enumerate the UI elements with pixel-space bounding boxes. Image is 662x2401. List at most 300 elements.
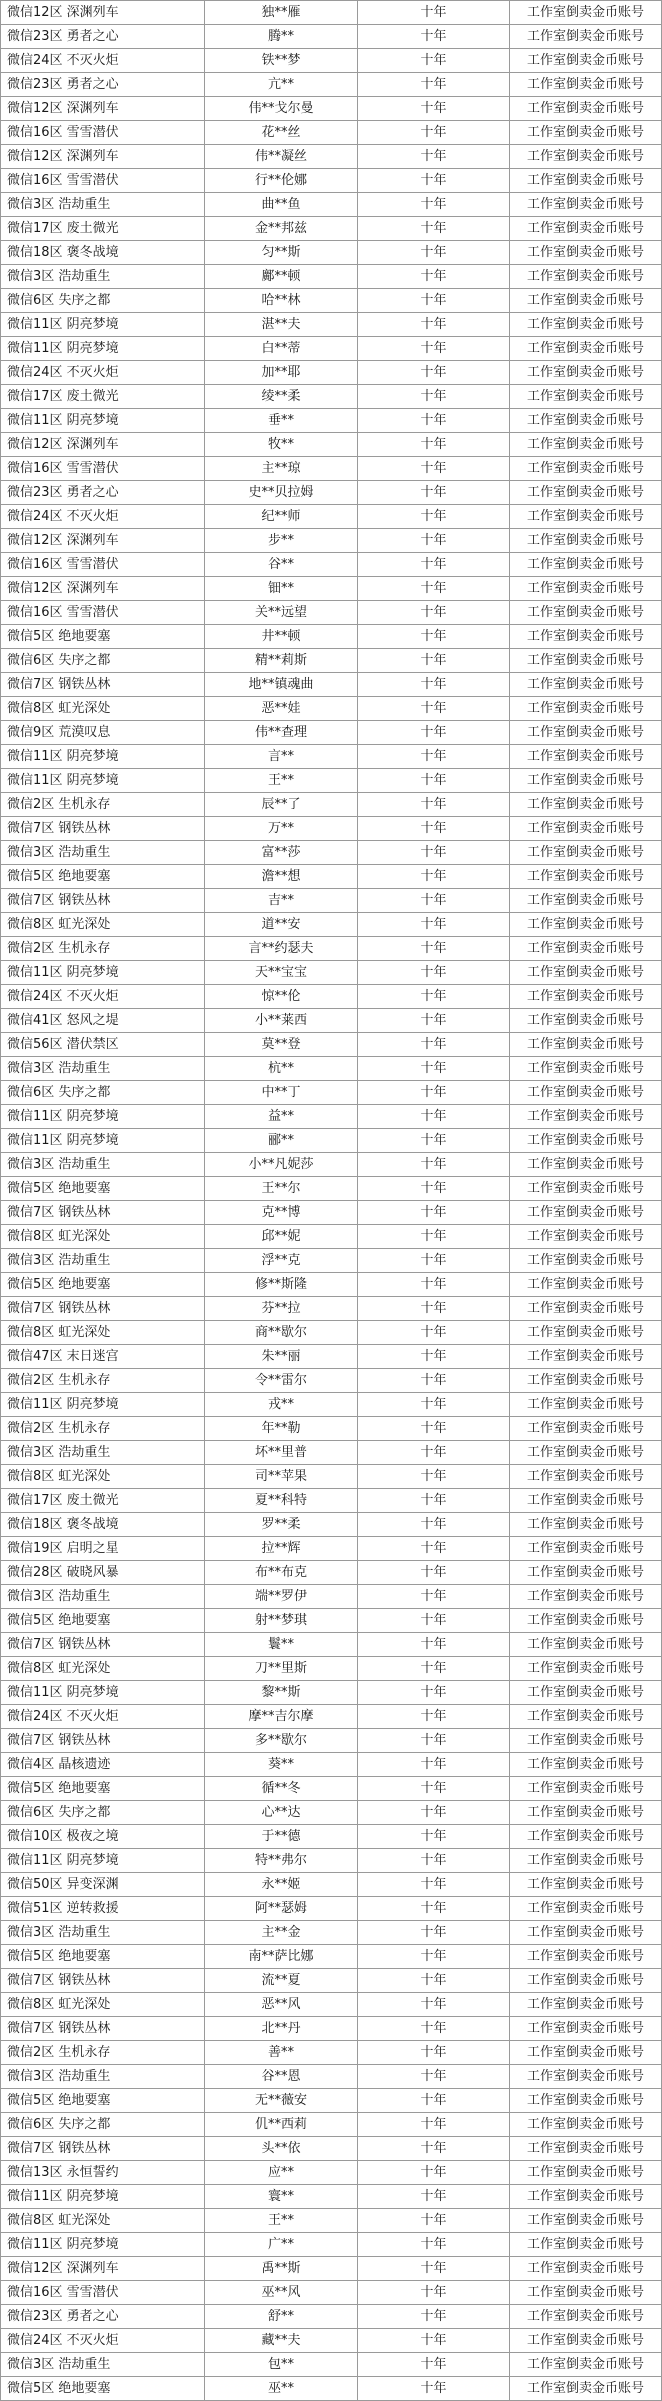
- duration-cell: 十年: [358, 1609, 510, 1633]
- reason-cell: 工作室倒卖金币账号: [510, 1537, 662, 1561]
- server-cell: 微信11区 阴亮梦境: [1, 1681, 205, 1705]
- table-row: [1, 649, 662, 673]
- server-cell: 微信3区 浩劫重生: [1, 1057, 205, 1081]
- player-name-cell: 杭**: [205, 1057, 358, 1081]
- reason-cell: 工作室倒卖金币账号: [510, 1513, 662, 1537]
- duration-cell: 十年: [358, 1177, 510, 1201]
- server-cell: 微信3区 浩劫重生: [1, 1585, 205, 1609]
- reason-cell: 工作室倒卖金币账号: [510, 577, 662, 601]
- server-cell: 微信7区 钢铁丛林: [1, 673, 205, 697]
- table-row: [1, 529, 662, 553]
- reason-cell: 工作室倒卖金币账号: [510, 481, 662, 505]
- reason-cell: 工作室倒卖金币账号: [510, 2185, 662, 2209]
- server-cell: 微信6区 失序之都: [1, 649, 205, 673]
- server-cell: 微信12区 深渊列车: [1, 97, 205, 121]
- duration-cell: 十年: [358, 25, 510, 49]
- reason-cell: 工作室倒卖金币账号: [510, 265, 662, 289]
- player-name-cell: 白**蒂: [205, 337, 358, 361]
- duration-cell: 十年: [358, 1969, 510, 1993]
- duration-cell: 十年: [358, 985, 510, 1009]
- player-name-cell: 纪**师: [205, 505, 358, 529]
- table-row: [1, 745, 662, 769]
- player-name-cell: 中**丁: [205, 1081, 358, 1105]
- reason-cell: 工作室倒卖金币账号: [510, 1825, 662, 1849]
- table-row: [1, 625, 662, 649]
- reason-cell: 工作室倒卖金币账号: [510, 529, 662, 553]
- server-cell: 微信8区 虹光深处: [1, 913, 205, 937]
- table-row: [1, 241, 662, 265]
- player-name-cell: 莫**登: [205, 1033, 358, 1057]
- player-name-cell: 伟**查理: [205, 721, 358, 745]
- table-row: [1, 289, 662, 313]
- reason-cell: 工作室倒卖金币账号: [510, 1585, 662, 1609]
- reason-cell: 工作室倒卖金币账号: [510, 337, 662, 361]
- reason-cell: 工作室倒卖金币账号: [510, 1393, 662, 1417]
- duration-cell: 十年: [358, 2065, 510, 2089]
- player-name-cell: 鄺**顿: [205, 265, 358, 289]
- server-cell: 微信24区 不灭火炬: [1, 985, 205, 1009]
- server-cell: 微信7区 钢铁丛林: [1, 1729, 205, 1753]
- reason-cell: 工作室倒卖金币账号: [510, 2065, 662, 2089]
- table-row: [1, 2281, 662, 2305]
- player-name-cell: 朱**丽: [205, 1345, 358, 1369]
- player-name-cell: 罗**柔: [205, 1513, 358, 1537]
- player-name-cell: 令**雷尔: [205, 1369, 358, 1393]
- duration-cell: 十年: [358, 1201, 510, 1225]
- reason-cell: 工作室倒卖金币账号: [510, 1753, 662, 1777]
- reason-cell: 工作室倒卖金币账号: [510, 601, 662, 625]
- table-row: [1, 1321, 662, 1345]
- player-name-cell: 金**邦兹: [205, 217, 358, 241]
- server-cell: 微信8区 虹光深处: [1, 2209, 205, 2233]
- reason-cell: 工作室倒卖金币账号: [510, 1081, 662, 1105]
- player-name-cell: 亢**: [205, 73, 358, 97]
- duration-cell: 十年: [358, 1129, 510, 1153]
- server-cell: 微信7区 钢铁丛林: [1, 2017, 205, 2041]
- player-name-cell: 布**布克: [205, 1561, 358, 1585]
- player-name-cell: 独**雁: [205, 1, 358, 25]
- table-row: [1, 1561, 662, 1585]
- table-row: [1, 1465, 662, 1489]
- reason-cell: 工作室倒卖金币账号: [510, 385, 662, 409]
- server-cell: 微信5区 绝地要塞: [1, 1945, 205, 1969]
- table-row: [1, 1681, 662, 1705]
- reason-cell: 工作室倒卖金币账号: [510, 193, 662, 217]
- duration-cell: 十年: [358, 1345, 510, 1369]
- reason-cell: 工作室倒卖金币账号: [510, 1969, 662, 1993]
- duration-cell: 十年: [358, 289, 510, 313]
- player-name-cell: 王**: [205, 769, 358, 793]
- player-name-cell: 垂**: [205, 409, 358, 433]
- server-cell: 微信7区 钢铁丛林: [1, 1633, 205, 1657]
- table-row: [1, 1993, 662, 2017]
- duration-cell: 十年: [358, 217, 510, 241]
- player-name-cell: 修**斯隆: [205, 1273, 358, 1297]
- table-row: [1, 2353, 662, 2377]
- server-cell: 微信23区 勇者之心: [1, 73, 205, 97]
- server-cell: 微信4区 晶核遗迹: [1, 1753, 205, 1777]
- reason-cell: 工作室倒卖金币账号: [510, 2233, 662, 2257]
- server-cell: 微信12区 深渊列车: [1, 577, 205, 601]
- player-name-cell: 辰**了: [205, 793, 358, 817]
- reason-cell: 工作室倒卖金币账号: [510, 1153, 662, 1177]
- reason-cell: 工作室倒卖金币账号: [510, 1609, 662, 1633]
- server-cell: 微信24区 不灭火炬: [1, 49, 205, 73]
- server-cell: 微信41区 怒风之堤: [1, 1009, 205, 1033]
- player-name-cell: 邱**妮: [205, 1225, 358, 1249]
- reason-cell: 工作室倒卖金币账号: [510, 2209, 662, 2233]
- server-cell: 微信12区 深渊列车: [1, 1, 205, 25]
- table-row: [1, 409, 662, 433]
- player-name-cell: 加**耶: [205, 361, 358, 385]
- table-row: [1, 2209, 662, 2233]
- duration-cell: 十年: [358, 1849, 510, 1873]
- table-row: [1, 865, 662, 889]
- server-cell: 微信16区 雪雪潜伏: [1, 169, 205, 193]
- server-cell: 微信8区 虹光深处: [1, 1993, 205, 2017]
- server-cell: 微信6区 失序之都: [1, 2113, 205, 2137]
- duration-cell: 十年: [358, 793, 510, 817]
- table-row: [1, 1201, 662, 1225]
- player-name-cell: 言**约瑟夫: [205, 937, 358, 961]
- table-row: [1, 841, 662, 865]
- server-cell: 微信24区 不灭火炬: [1, 1705, 205, 1729]
- reason-cell: 工作室倒卖金币账号: [510, 1657, 662, 1681]
- table-row: [1, 505, 662, 529]
- duration-cell: 十年: [358, 2161, 510, 2185]
- reason-cell: 工作室倒卖金币账号: [510, 937, 662, 961]
- reason-cell: 工作室倒卖金币账号: [510, 169, 662, 193]
- table-row: [1, 73, 662, 97]
- server-cell: 微信3区 浩劫重生: [1, 2353, 205, 2377]
- duration-cell: 十年: [358, 2089, 510, 2113]
- player-name-cell: 伟**凝丝: [205, 145, 358, 169]
- duration-cell: 十年: [358, 745, 510, 769]
- table-row: [1, 1513, 662, 1537]
- reason-cell: 工作室倒卖金币账号: [510, 1945, 662, 1969]
- server-cell: 微信8区 虹光深处: [1, 1225, 205, 1249]
- table-row: [1, 2113, 662, 2137]
- reason-cell: 工作室倒卖金币账号: [510, 409, 662, 433]
- reason-cell: 工作室倒卖金币账号: [510, 313, 662, 337]
- duration-cell: 十年: [358, 625, 510, 649]
- server-cell: 微信28区 破晓风暴: [1, 1561, 205, 1585]
- player-name-cell: 惊**伦: [205, 985, 358, 1009]
- server-cell: 微信19区 启明之星: [1, 1537, 205, 1561]
- duration-cell: 十年: [358, 1009, 510, 1033]
- server-cell: 微信7区 钢铁丛林: [1, 817, 205, 841]
- duration-cell: 十年: [358, 2257, 510, 2281]
- server-cell: 微信11区 阴亮梦境: [1, 1849, 205, 1873]
- table-row: [1, 769, 662, 793]
- player-name-cell: 葵**: [205, 1753, 358, 1777]
- duration-cell: 十年: [358, 817, 510, 841]
- duration-cell: 十年: [358, 1801, 510, 1825]
- server-cell: 微信2区 生机永存: [1, 937, 205, 961]
- reason-cell: 工作室倒卖金币账号: [510, 2089, 662, 2113]
- server-cell: 微信3区 浩劫重生: [1, 1921, 205, 1945]
- player-name-cell: 永**姬: [205, 1873, 358, 1897]
- duration-cell: 十年: [358, 385, 510, 409]
- duration-cell: 十年: [358, 2137, 510, 2161]
- reason-cell: 工作室倒卖金币账号: [510, 817, 662, 841]
- table-row: [1, 1369, 662, 1393]
- reason-cell: 工作室倒卖金币账号: [510, 1321, 662, 1345]
- reason-cell: 工作室倒卖金币账号: [510, 2305, 662, 2329]
- duration-cell: 十年: [358, 145, 510, 169]
- duration-cell: 十年: [358, 1153, 510, 1177]
- server-cell: 微信5区 绝地要塞: [1, 1609, 205, 1633]
- duration-cell: 十年: [358, 721, 510, 745]
- server-cell: 微信11区 阴亮梦境: [1, 2233, 205, 2257]
- table-row: [1, 2257, 662, 2281]
- server-cell: 微信51区 逆转救援: [1, 1897, 205, 1921]
- reason-cell: 工作室倒卖金币账号: [510, 1417, 662, 1441]
- duration-cell: 十年: [358, 1657, 510, 1681]
- player-name-cell: 主**金: [205, 1921, 358, 1945]
- reason-cell: 工作室倒卖金币账号: [510, 1249, 662, 1273]
- table-row: [1, 1417, 662, 1441]
- table-row: [1, 913, 662, 937]
- player-name-cell: 巫**风: [205, 2281, 358, 2305]
- reason-cell: 工作室倒卖金币账号: [510, 49, 662, 73]
- player-name-cell: 善**: [205, 2041, 358, 2065]
- player-name-cell: 刀**里斯: [205, 1657, 358, 1681]
- reason-cell: 工作室倒卖金币账号: [510, 793, 662, 817]
- player-name-cell: 澹**想: [205, 865, 358, 889]
- server-cell: 微信3区 浩劫重生: [1, 2065, 205, 2089]
- player-name-cell: 包**: [205, 2353, 358, 2377]
- table-row: [1, 1393, 662, 1417]
- duration-cell: 十年: [358, 1561, 510, 1585]
- server-cell: 微信13区 永恒誓约: [1, 2161, 205, 2185]
- duration-cell: 十年: [358, 2233, 510, 2257]
- duration-cell: 十年: [358, 865, 510, 889]
- player-name-cell: 年**勒: [205, 1417, 358, 1441]
- server-cell: 微信5区 绝地要塞: [1, 625, 205, 649]
- server-cell: 微信23区 勇者之心: [1, 25, 205, 49]
- reason-cell: 工作室倒卖金币账号: [510, 2113, 662, 2137]
- table-row: [1, 121, 662, 145]
- duration-cell: 十年: [358, 1105, 510, 1129]
- server-cell: 微信11区 阴亮梦境: [1, 409, 205, 433]
- reason-cell: 工作室倒卖金币账号: [510, 1489, 662, 1513]
- player-name-cell: 阿**瑟姆: [205, 1897, 358, 1921]
- table-row: [1, 1489, 662, 1513]
- player-name-cell: 夏**科特: [205, 1489, 358, 1513]
- player-name-cell: 精**莉斯: [205, 649, 358, 673]
- table-row: [1, 961, 662, 985]
- table-row: [1, 49, 662, 73]
- server-cell: 微信3区 浩劫重生: [1, 841, 205, 865]
- reason-cell: 工作室倒卖金币账号: [510, 457, 662, 481]
- player-name-cell: 王**: [205, 2209, 358, 2233]
- duration-cell: 十年: [358, 2353, 510, 2377]
- player-name-cell: 主**琼: [205, 457, 358, 481]
- player-name-cell: 广**: [205, 2233, 358, 2257]
- player-name-cell: 黎**斯: [205, 1681, 358, 1705]
- reason-cell: 工作室倒卖金币账号: [510, 1729, 662, 1753]
- table-row: [1, 25, 662, 49]
- server-cell: 微信11区 阴亮梦境: [1, 769, 205, 793]
- player-name-cell: 地**镇魂曲: [205, 673, 358, 697]
- duration-cell: 十年: [358, 1945, 510, 1969]
- player-name-cell: 流**夏: [205, 1969, 358, 1993]
- duration-cell: 十年: [358, 1057, 510, 1081]
- server-cell: 微信7区 钢铁丛林: [1, 2137, 205, 2161]
- table-row: [1, 2017, 662, 2041]
- duration-cell: 十年: [358, 2305, 510, 2329]
- table-row: [1, 1825, 662, 1849]
- table-row: [1, 2329, 662, 2353]
- player-name-cell: 寰**: [205, 2185, 358, 2209]
- player-name-cell: 腾**: [205, 25, 358, 49]
- reason-cell: 工作室倒卖金币账号: [510, 1297, 662, 1321]
- table-row: [1, 601, 662, 625]
- duration-cell: 十年: [358, 529, 510, 553]
- player-name-cell: 关**远望: [205, 601, 358, 625]
- server-cell: 微信23区 勇者之心: [1, 2305, 205, 2329]
- player-name-cell: 谷**恩: [205, 2065, 358, 2089]
- table-row: [1, 1945, 662, 1969]
- duration-cell: 十年: [358, 601, 510, 625]
- table-row: [1, 1297, 662, 1321]
- duration-cell: 十年: [358, 1753, 510, 1777]
- server-cell: 微信6区 失序之都: [1, 1801, 205, 1825]
- player-name-cell: 小**莱西: [205, 1009, 358, 1033]
- server-cell: 微信3区 浩劫重生: [1, 193, 205, 217]
- player-name-cell: 坏**里普: [205, 1441, 358, 1465]
- reason-cell: 工作室倒卖金币账号: [510, 1009, 662, 1033]
- player-name-cell: 王**尔: [205, 1177, 358, 1201]
- reason-cell: 工作室倒卖金币账号: [510, 745, 662, 769]
- reason-cell: 工作室倒卖金币账号: [510, 2041, 662, 2065]
- player-name-cell: 史**贝拉姆: [205, 481, 358, 505]
- duration-cell: 十年: [358, 1897, 510, 1921]
- reason-cell: 工作室倒卖金币账号: [510, 697, 662, 721]
- duration-cell: 十年: [358, 73, 510, 97]
- player-name-cell: 巫**: [205, 2377, 358, 2401]
- table-row: [1, 2041, 662, 2065]
- table-row: [1, 1153, 662, 1177]
- table-row: [1, 577, 662, 601]
- duration-cell: 十年: [358, 1393, 510, 1417]
- server-cell: 微信8区 虹光深处: [1, 1465, 205, 1489]
- reason-cell: 工作室倒卖金币账号: [510, 1225, 662, 1249]
- player-name-cell: 湛**夫: [205, 313, 358, 337]
- duration-cell: 十年: [358, 2377, 510, 2401]
- server-cell: 微信12区 深渊列车: [1, 2257, 205, 2281]
- table-row: [1, 889, 662, 913]
- player-name-cell: 吉**: [205, 889, 358, 913]
- duration-cell: 十年: [358, 1681, 510, 1705]
- server-cell: 微信11区 阴亮梦境: [1, 1129, 205, 1153]
- table-row: [1, 1753, 662, 1777]
- duration-cell: 十年: [358, 2113, 510, 2137]
- duration-cell: 十年: [358, 49, 510, 73]
- server-cell: 微信17区 废土微光: [1, 217, 205, 241]
- table-row: [1, 2233, 662, 2257]
- server-cell: 微信24区 不灭火炬: [1, 2329, 205, 2353]
- reason-cell: 工作室倒卖金币账号: [510, 1177, 662, 1201]
- table-row: [1, 313, 662, 337]
- duration-cell: 十年: [358, 337, 510, 361]
- player-name-cell: 禹**斯: [205, 2257, 358, 2281]
- duration-cell: 十年: [358, 1705, 510, 1729]
- table-row: [1, 457, 662, 481]
- player-name-cell: 钿**: [205, 577, 358, 601]
- reason-cell: 工作室倒卖金币账号: [510, 2257, 662, 2281]
- table-row: [1, 1585, 662, 1609]
- table-row: [1, 385, 662, 409]
- duration-cell: 十年: [358, 841, 510, 865]
- player-name-cell: 特**弗尔: [205, 1849, 358, 1873]
- reason-cell: 工作室倒卖金币账号: [510, 1105, 662, 1129]
- table-row: [1, 1657, 662, 1681]
- player-name-cell: 芬**拉: [205, 1297, 358, 1321]
- duration-cell: 十年: [358, 649, 510, 673]
- server-cell: 微信5区 绝地要塞: [1, 1273, 205, 1297]
- player-name-cell: 摩**吉尔摩: [205, 1705, 358, 1729]
- duration-cell: 十年: [358, 481, 510, 505]
- duration-cell: 十年: [358, 1417, 510, 1441]
- reason-cell: 工作室倒卖金币账号: [510, 1561, 662, 1585]
- table-row: [1, 2161, 662, 2185]
- server-cell: 微信12区 深渊列车: [1, 529, 205, 553]
- duration-cell: 十年: [358, 961, 510, 985]
- reason-cell: 工作室倒卖金币账号: [510, 1633, 662, 1657]
- duration-cell: 十年: [358, 889, 510, 913]
- table-row: [1, 2065, 662, 2089]
- player-name-cell: 循**冬: [205, 1777, 358, 1801]
- duration-cell: 十年: [358, 697, 510, 721]
- player-name-cell: 克**博: [205, 1201, 358, 1225]
- reason-cell: 工作室倒卖金币账号: [510, 889, 662, 913]
- reason-cell: 工作室倒卖金币账号: [510, 1345, 662, 1369]
- player-name-cell: 南**萨比娜: [205, 1945, 358, 1969]
- duration-cell: 十年: [358, 1033, 510, 1057]
- server-cell: 微信24区 不灭火炬: [1, 505, 205, 529]
- table-row: [1, 2185, 662, 2209]
- table-row: [1, 169, 662, 193]
- reason-cell: 工作室倒卖金币账号: [510, 361, 662, 385]
- reason-cell: 工作室倒卖金币账号: [510, 1993, 662, 2017]
- player-name-cell: 于**德: [205, 1825, 358, 1849]
- reason-cell: 工作室倒卖金币账号: [510, 1681, 662, 1705]
- player-name-cell: 谷**: [205, 553, 358, 577]
- player-name-cell: 牧**: [205, 433, 358, 457]
- player-name-cell: 言**: [205, 745, 358, 769]
- player-name-cell: 多**歇尔: [205, 1729, 358, 1753]
- duration-cell: 十年: [358, 505, 510, 529]
- server-cell: 微信5区 绝地要塞: [1, 1177, 205, 1201]
- table-row: [1, 1897, 662, 1921]
- duration-cell: 十年: [358, 1249, 510, 1273]
- player-name-cell: 心**达: [205, 1801, 358, 1825]
- player-name-cell: 仉**西莉: [205, 2113, 358, 2137]
- duration-cell: 十年: [358, 1537, 510, 1561]
- player-name-cell: 射**梦琪: [205, 1609, 358, 1633]
- server-cell: 微信11区 阴亮梦境: [1, 961, 205, 985]
- duration-cell: 十年: [358, 193, 510, 217]
- player-name-cell: 哈**林: [205, 289, 358, 313]
- duration-cell: 十年: [358, 1225, 510, 1249]
- table-row: [1, 697, 662, 721]
- server-cell: 微信11区 阴亮梦境: [1, 1105, 205, 1129]
- table-row: [1, 1849, 662, 1873]
- table-row: [1, 673, 662, 697]
- server-cell: 微信16区 雪雪潜伏: [1, 457, 205, 481]
